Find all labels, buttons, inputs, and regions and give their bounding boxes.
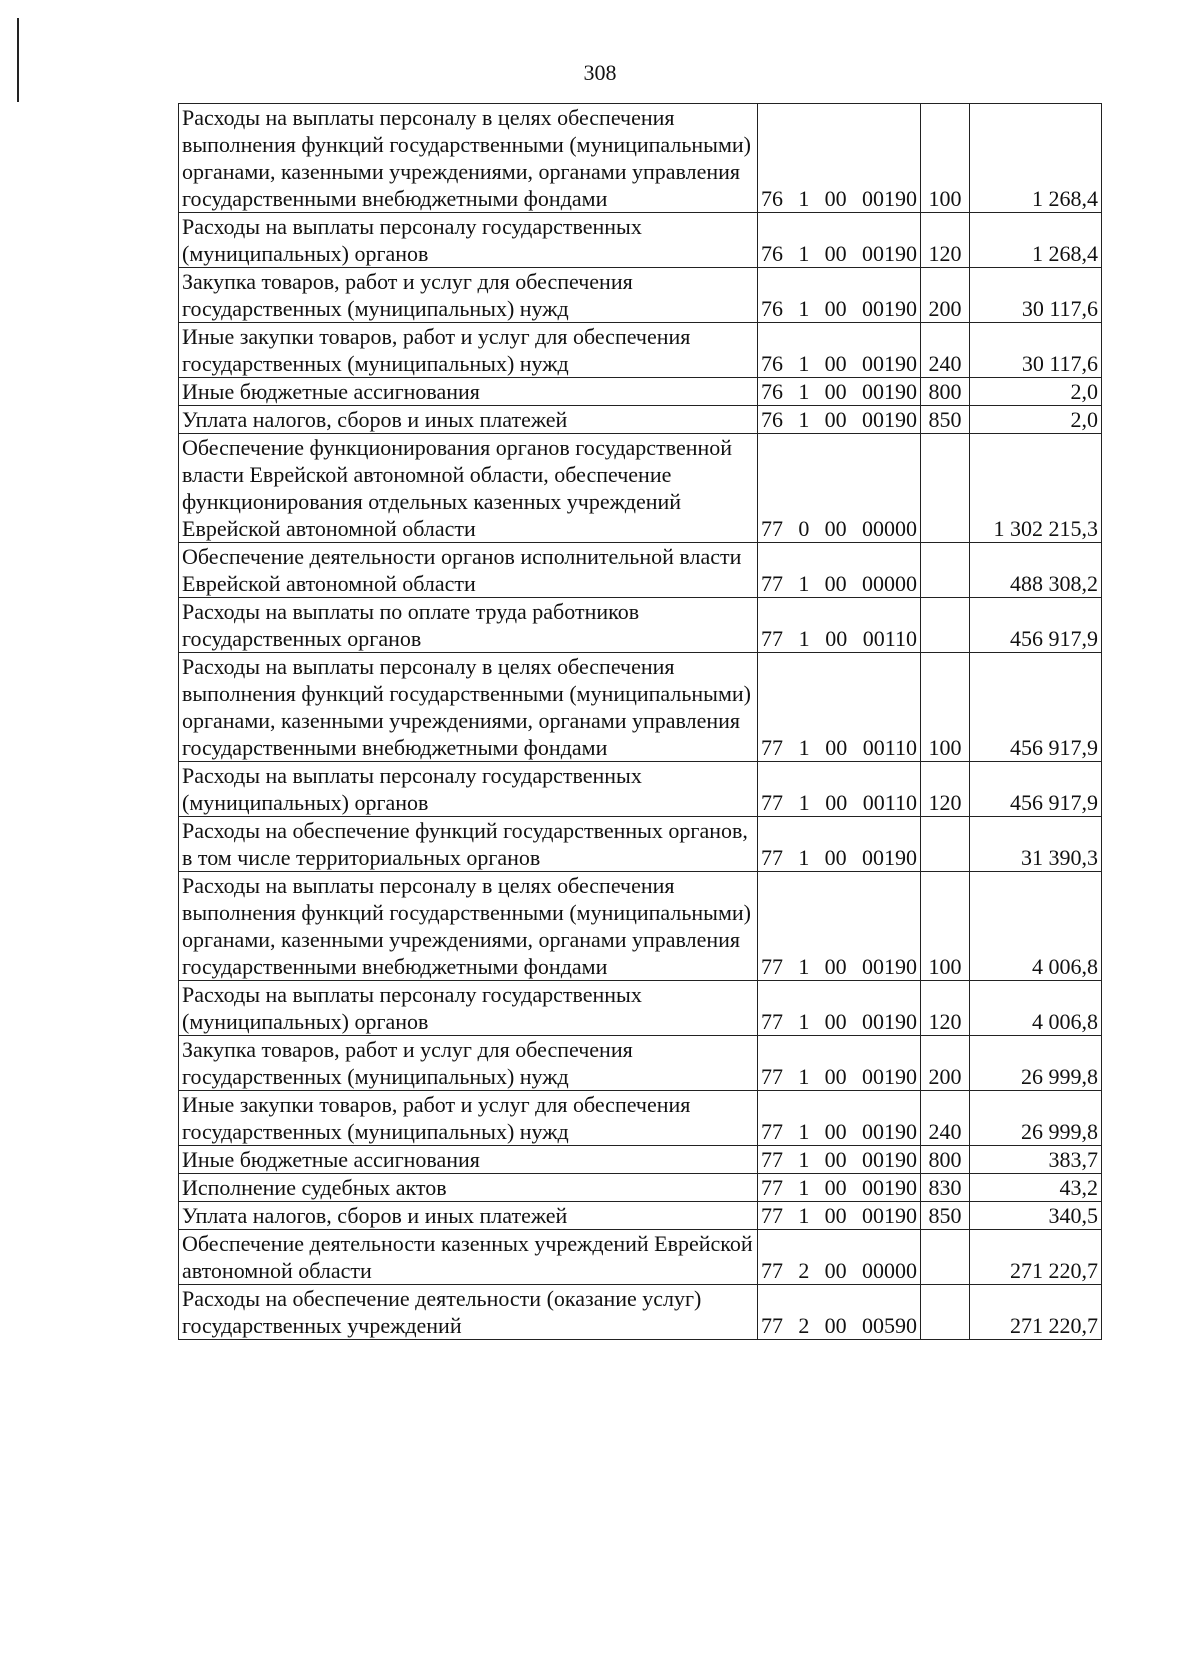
target-code-part: 00: [824, 351, 847, 376]
target-code-part: 1: [798, 571, 810, 596]
target-code-part: 00190: [861, 1009, 917, 1034]
target-code-part: 76: [761, 379, 783, 404]
target-code-part: 1: [798, 379, 810, 404]
target-code-part: 77: [761, 516, 783, 541]
row-name: Расходы на выплаты по оплате труда работников государственных органов: [179, 598, 758, 653]
table-row: [179, 434, 1102, 543]
target-code-part: 00: [824, 379, 847, 404]
row-expense-type: 800: [921, 1146, 970, 1174]
table-row: [179, 268, 1102, 323]
target-code-part: 76: [761, 186, 783, 211]
table-row: [179, 1146, 1102, 1174]
target-code-part: 76: [761, 351, 783, 376]
target-code-part: 00: [825, 735, 848, 760]
target-code-part: 00590: [861, 1313, 917, 1338]
row-name: Исполнение судебных актов: [179, 1174, 758, 1202]
table-row: [179, 323, 1102, 378]
row-target-code: [758, 323, 921, 378]
table-row: [179, 817, 1102, 872]
row-target-code: [758, 406, 921, 434]
row-target-code: [758, 1036, 921, 1091]
target-code-part: 00190: [861, 407, 917, 432]
target-code-part: 77: [761, 1064, 783, 1089]
row-sum: 456 917,9: [970, 598, 1102, 653]
row-expense-type: 120: [921, 981, 970, 1036]
target-code-part: 76: [761, 241, 783, 266]
target-code-part: 00: [824, 954, 847, 979]
target-code-part: 76: [761, 296, 783, 321]
row-target-code: [758, 1285, 921, 1340]
table-row: [179, 1174, 1102, 1202]
row-name: Обеспечение деятельности органов исполнительной власти Еврейской автономной области: [179, 543, 758, 598]
table-row: [179, 981, 1102, 1036]
target-code-part: 00000: [861, 1258, 917, 1283]
target-code-part: 77: [761, 1119, 783, 1144]
target-code-part: 00: [824, 1175, 847, 1200]
row-expense-type: 100: [921, 104, 970, 213]
row-sum: 1 268,4: [970, 213, 1102, 268]
row-name: Расходы на обеспечение деятельности (оказание услуг) государственных учреждений: [179, 1285, 758, 1340]
target-code-part: 00: [824, 516, 847, 541]
target-code-part: 77: [761, 735, 783, 760]
row-name: Обеспечение деятельности казенных учреждений Еврейской автономной области: [179, 1230, 758, 1285]
row-target-code: [758, 981, 921, 1036]
row-target-code: [758, 434, 921, 543]
row-sum: 271 220,7: [970, 1285, 1102, 1340]
target-code-part: 1: [798, 1175, 810, 1200]
table-row: [179, 1091, 1102, 1146]
target-code-part: 00000: [861, 571, 917, 596]
target-code-part: 00000: [861, 516, 917, 541]
target-code-part: 1: [798, 1009, 810, 1034]
row-name: Обеспечение функционирования органов государственной власти Еврейской автономной области, обеспечение функционирования отдельных казенных учреждений Еврейской автономной области: [179, 434, 758, 543]
row-name: Расходы на выплаты персоналу государственных (муниципальных) органов: [179, 213, 758, 268]
target-code-part: 2: [798, 1258, 810, 1283]
target-code-part: 77: [761, 1203, 783, 1228]
target-code-part: 77: [761, 1175, 783, 1200]
target-code-part: 77: [761, 571, 783, 596]
row-expense-type: 200: [921, 268, 970, 323]
table-row: [179, 378, 1102, 406]
row-target-code: [758, 1230, 921, 1285]
row-expense-type: 850: [921, 406, 970, 434]
target-code-part: 1: [798, 296, 810, 321]
row-expense-type: 100: [921, 872, 970, 981]
target-code-part: 00: [824, 571, 847, 596]
row-sum: 1 302 215,3: [970, 434, 1102, 543]
row-sum: 26 999,8: [970, 1036, 1102, 1091]
row-expense-type: 120: [921, 213, 970, 268]
target-code-part: 2: [798, 1313, 810, 1338]
target-code-part: 00190: [861, 186, 917, 211]
row-target-code: [758, 1174, 921, 1202]
target-code-part: 00190: [861, 845, 917, 870]
row-expense-type: [921, 1285, 970, 1340]
row-expense-type: 240: [921, 323, 970, 378]
row-target-code: [758, 817, 921, 872]
target-code-part: 77: [761, 1313, 783, 1338]
row-expense-type: [921, 434, 970, 543]
row-sum: 383,7: [970, 1146, 1102, 1174]
target-code-part: 00190: [861, 1119, 917, 1144]
target-code-part: 1: [798, 351, 810, 376]
target-code-part: 00: [824, 1064, 847, 1089]
target-code-part: 00: [824, 296, 847, 321]
row-target-code: [758, 378, 921, 406]
target-code-part: 00110: [862, 626, 917, 651]
target-code-part: 77: [761, 626, 783, 651]
row-target-code: [758, 653, 921, 762]
table-row: [179, 1285, 1102, 1340]
row-name: Уплата налогов, сборов и иных платежей: [179, 406, 758, 434]
row-sum: 488 308,2: [970, 543, 1102, 598]
target-code-part: 00190: [861, 1147, 917, 1172]
target-code-part: 00190: [861, 351, 917, 376]
target-code-part: 00: [824, 186, 847, 211]
table-row: [179, 1036, 1102, 1091]
target-code-part: 1: [798, 1203, 810, 1228]
row-name: Уплата налогов, сборов и иных платежей: [179, 1202, 758, 1230]
row-sum: 4 006,8: [970, 981, 1102, 1036]
target-code-part: 00110: [862, 735, 917, 760]
target-code-part: 00190: [861, 1175, 917, 1200]
row-target-code: [758, 1146, 921, 1174]
target-code-part: 77: [761, 790, 783, 815]
target-code-part: 77: [761, 1258, 783, 1283]
target-code-part: 00110: [862, 790, 917, 815]
target-code-part: 77: [761, 1009, 783, 1034]
row-name: Иные закупки товаров, работ и услуг для обеспечения государственных (муниципальных) нужд: [179, 1091, 758, 1146]
target-code-part: 00: [825, 790, 848, 815]
row-sum: 1 268,4: [970, 104, 1102, 213]
target-code-part: 77: [761, 845, 783, 870]
row-target-code: [758, 543, 921, 598]
row-sum: 30 117,6: [970, 323, 1102, 378]
target-code-part: 0: [798, 516, 810, 541]
row-expense-type: 200: [921, 1036, 970, 1091]
row-target-code: [758, 1202, 921, 1230]
target-code-part: 00190: [861, 241, 917, 266]
row-name: Расходы на обеспечение функций государственных органов, в том числе территориальных органов: [179, 817, 758, 872]
budget-table-body: [179, 104, 1102, 1340]
table-row: [179, 1202, 1102, 1230]
row-sum: 456 917,9: [970, 762, 1102, 817]
target-code-part: 1: [798, 845, 810, 870]
target-code-part: 00: [824, 407, 847, 432]
table-row: [179, 213, 1102, 268]
target-code-part: 00190: [861, 296, 917, 321]
target-code-part: 1: [798, 1119, 810, 1144]
target-code-part: 1: [798, 241, 810, 266]
budget-table: [178, 103, 1102, 1340]
table-row: [179, 653, 1102, 762]
row-sum: 456 917,9: [970, 653, 1102, 762]
row-name: Иные бюджетные ассигнования: [179, 1146, 758, 1174]
row-expense-type: 240: [921, 1091, 970, 1146]
target-code-part: 1: [798, 626, 810, 651]
table-row: [179, 543, 1102, 598]
target-code-part: 00: [824, 1009, 847, 1034]
table-row: [179, 104, 1102, 213]
row-expense-type: 100: [921, 653, 970, 762]
target-code-part: 1: [798, 407, 810, 432]
row-sum: 30 117,6: [970, 268, 1102, 323]
row-sum: 31 390,3: [970, 817, 1102, 872]
target-code-part: 00190: [861, 1203, 917, 1228]
row-expense-type: 850: [921, 1202, 970, 1230]
target-code-part: 00190: [861, 379, 917, 404]
row-name: Иные закупки товаров, работ и услуг для обеспечения государственных (муниципальных) нужд: [179, 323, 758, 378]
row-name: Расходы на выплаты персоналу в целях обеспечения выполнения функций государственными (муниципальными) органами, казенными учреждениями, органами управления государственными внебюджетными фондами: [179, 653, 758, 762]
row-expense-type: 800: [921, 378, 970, 406]
row-target-code: [758, 213, 921, 268]
row-name: Расходы на выплаты персоналу государственных (муниципальных) органов: [179, 981, 758, 1036]
row-name: Расходы на выплаты персоналу в целях обеспечения выполнения функций государственными (муниципальными) органами, казенными учреждениями, органами управления государственными внебюджетными фондами: [179, 104, 758, 213]
row-sum: 2,0: [970, 406, 1102, 434]
target-code-part: 00: [825, 626, 848, 651]
row-target-code: [758, 268, 921, 323]
table-row: [179, 762, 1102, 817]
target-code-part: 00: [824, 1147, 847, 1172]
table-row: [179, 406, 1102, 434]
target-code-part: 00: [824, 1203, 847, 1228]
row-target-code: [758, 1091, 921, 1146]
row-name: Закупка товаров, работ и услуг для обеспечения государственных (муниципальных) нужд: [179, 268, 758, 323]
row-sum: 43,2: [970, 1174, 1102, 1202]
page-number: 308: [583, 60, 617, 85]
target-code-part: 76: [761, 407, 783, 432]
table-row: [179, 1230, 1102, 1285]
row-target-code: [758, 872, 921, 981]
row-expense-type: [921, 598, 970, 653]
table-row: [179, 872, 1102, 981]
row-sum: 340,5: [970, 1202, 1102, 1230]
row-target-code: [758, 598, 921, 653]
row-expense-type: [921, 543, 970, 598]
target-code-part: 1: [798, 954, 810, 979]
row-name: Расходы на выплаты персоналу государственных (муниципальных) органов: [179, 762, 758, 817]
target-code-part: 1: [798, 790, 810, 815]
target-code-part: 00190: [861, 954, 917, 979]
row-sum: 4 006,8: [970, 872, 1102, 981]
target-code-part: 1: [798, 1064, 810, 1089]
row-expense-type: 830: [921, 1174, 970, 1202]
row-name: Закупка товаров, работ и услуг для обеспечения государственных (муниципальных) нужд: [179, 1036, 758, 1091]
target-code-part: 77: [761, 1147, 783, 1172]
target-code-part: 00: [824, 1313, 847, 1338]
target-code-part: 1: [798, 1147, 810, 1172]
row-target-code: [758, 104, 921, 213]
row-sum: 2,0: [970, 378, 1102, 406]
row-name: Расходы на выплаты персоналу в целях обеспечения выполнения функций государственными (муниципальными) органами, казенными учреждениями, органами управления государственными внебюджетными фондами: [179, 872, 758, 981]
row-target-code: [758, 762, 921, 817]
row-sum: 26 999,8: [970, 1091, 1102, 1146]
target-code-part: 00: [824, 1119, 847, 1144]
target-code-part: 00190: [861, 1064, 917, 1089]
row-name: Иные бюджетные ассигнования: [179, 378, 758, 406]
table-row: [179, 598, 1102, 653]
target-code-part: 00: [824, 1258, 847, 1283]
target-code-part: 1: [798, 186, 810, 211]
target-code-part: 77: [761, 954, 783, 979]
target-code-part: 00: [824, 241, 847, 266]
target-code-part: 1: [798, 735, 810, 760]
row-expense-type: [921, 817, 970, 872]
row-expense-type: 120: [921, 762, 970, 817]
row-expense-type: [921, 1230, 970, 1285]
row-sum: 271 220,7: [970, 1230, 1102, 1285]
target-code-part: 00: [824, 845, 847, 870]
